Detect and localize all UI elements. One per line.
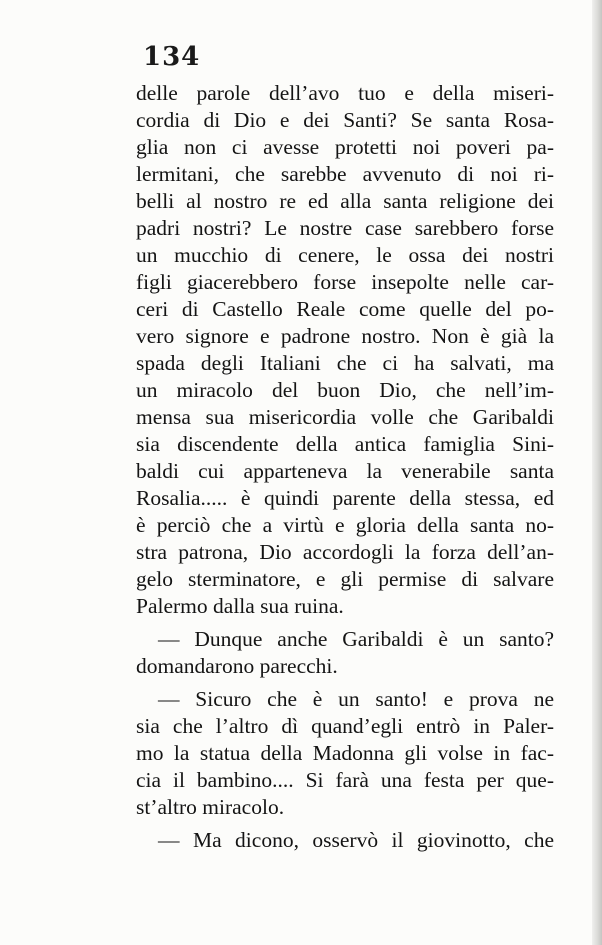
page-edge-shadow: [592, 0, 602, 945]
paragraph: [136, 626, 554, 680]
text-line: — Dunque anche Garibaldi è un santo?: [158, 627, 554, 651]
paragraph: [136, 827, 554, 854]
text-line: baldi cui apparteneva la venerabile santa: [136, 459, 554, 483]
text-line: — Sicuro che è un santo! e prova ne: [158, 687, 554, 711]
text-line: cordia di Dio e dei Santi? Se santa Rosa-: [136, 108, 554, 132]
text-line: figli giacerebbero forse insepolte nelle car-: [136, 270, 554, 294]
text-line: st’altro miracolo.: [136, 795, 285, 819]
text-line: sia che l’altro dì quand’egli entrò in Paler-: [136, 714, 554, 738]
text-line: stra patrona, Dio accordogli la forza dell’an-: [136, 540, 554, 564]
text-line: gelo sterminatore, e gli permise di salvare: [136, 567, 554, 591]
paragraph: [136, 80, 554, 620]
text-line: domandarono parecchi.: [136, 654, 338, 678]
text-line: spada degli Italiani che ci ha salvati, ma: [136, 351, 554, 375]
text-line: un miracolo del buon Dio, che nell’im-: [136, 378, 554, 402]
text-line: mo la statua della Madonna gli volse in fac-: [136, 741, 554, 765]
text-line: vero signore e padrone nostro. Non è già la: [136, 324, 554, 348]
text-line: cia il bambino.... Si farà una festa per que-: [136, 768, 554, 792]
text-line: Rosalia..... è quindi parente della stessa, ed: [136, 486, 554, 510]
paragraph: [136, 686, 554, 821]
body-text: [136, 80, 554, 854]
text-line: Palermo dalla sua ruina.: [136, 594, 344, 618]
text-line: lermitani, che sarebbe avvenuto di noi ri-: [136, 162, 554, 186]
text-line: è perciò che a virtù e gloria della santa no-: [136, 513, 554, 537]
text-line: ceri di Castello Reale come quelle del po-: [136, 297, 554, 321]
text-line: mensa sua misericordia volle che Garibaldi: [136, 405, 554, 429]
text-line: glia non ci avesse protetti noi poveri pa-: [136, 135, 554, 159]
text-line: belli al nostro re ed alla santa religione dei: [136, 189, 554, 213]
text-line: un mucchio di cenere, le ossa dei nostri: [136, 243, 554, 267]
page-number: 134: [143, 42, 201, 72]
text-line: padri nostri? Le nostre case sarebbero forse: [136, 216, 554, 240]
text-line: — Ma dicono, osservò il giovinotto, che: [158, 828, 554, 852]
text-line: delle parole dell’avo tuo e della miseri-: [136, 81, 554, 105]
text-line: sia discendente della antica famiglia Sini-: [136, 432, 554, 456]
